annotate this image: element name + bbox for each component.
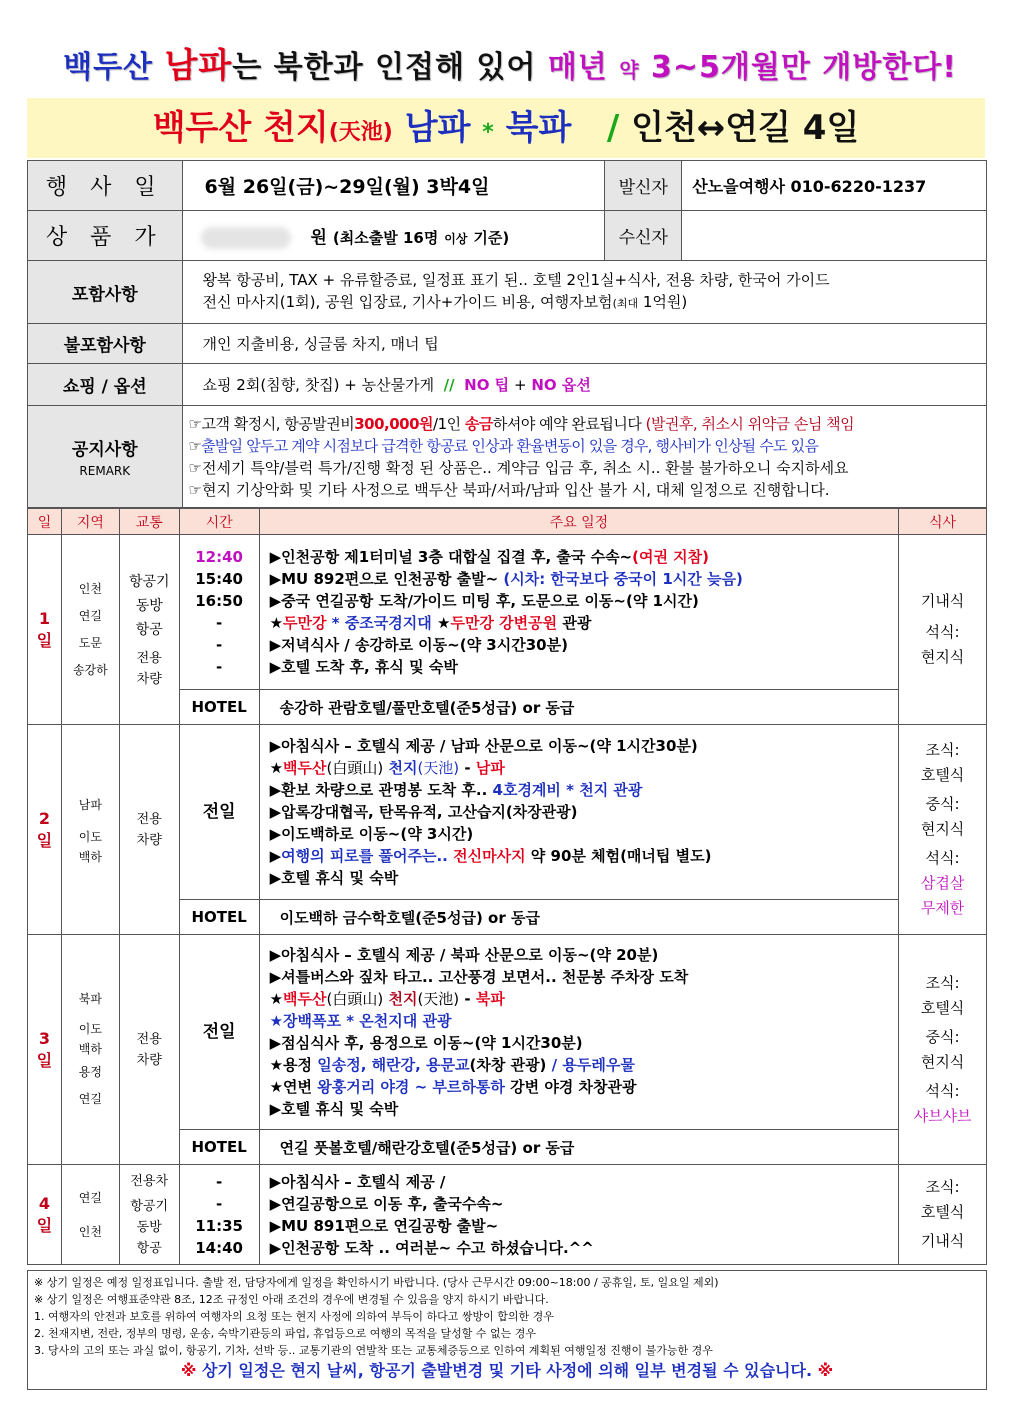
receiver-label: 수신자 xyxy=(605,211,682,261)
footer-mark: ※ xyxy=(180,1361,197,1380)
meal: 기내식 xyxy=(920,592,965,610)
time: - xyxy=(216,636,223,654)
time: 15:40 xyxy=(195,570,243,588)
notice-title: 공지사항 xyxy=(71,440,138,460)
transport: 전용차 xyxy=(130,1173,169,1189)
itin-text: (天池) xyxy=(417,990,460,1008)
day-unit: 일 xyxy=(36,630,53,650)
shopping-label: 쇼핑 / 옵션 xyxy=(28,364,183,406)
meal-cell xyxy=(899,725,987,935)
meal: 석식: xyxy=(925,1081,960,1100)
title-part: (天池) xyxy=(328,120,393,145)
hotel-name: 이도백하 금수학호텔(준5성급) or 동급 xyxy=(259,900,899,935)
title-part: * xyxy=(482,120,494,145)
schedule-table xyxy=(27,508,987,1265)
header-time: 시간 xyxy=(179,509,259,535)
itinerary-line: ▶인천공항 도착 .. 여러분~ 수고 하셨습니다.^^ xyxy=(269,1238,594,1257)
time-cell: 전일 xyxy=(179,725,259,900)
date-label: 행 사 일 xyxy=(28,161,183,211)
itinerary-line: ▶호텔 휴식 및 숙박 xyxy=(269,869,399,887)
itin-text: 일송정, 해란강, 용문교 xyxy=(317,1056,470,1074)
include-text: 전신 마사지(1회), 공원 입장료, 기사+가이드 비용, 여행자보험 xyxy=(202,293,613,311)
transport: 동방 xyxy=(136,1219,162,1235)
meal: 현지식 xyxy=(920,648,965,666)
itin-text: ★ xyxy=(269,614,284,632)
transport: 동방 xyxy=(135,597,163,614)
itinerary-line: ★장백폭포 * 온천지대 관광 xyxy=(269,1012,452,1030)
region: 이도 xyxy=(78,830,102,844)
title-part: 인천↔연길 4일 xyxy=(631,108,860,148)
itin-text: ▶MU 892편으로 인천공항 출발~ xyxy=(269,570,499,588)
transport: 차량 xyxy=(136,832,162,848)
meal: 현지식 xyxy=(920,820,965,838)
notice-label xyxy=(28,406,183,508)
itinerary-cell xyxy=(259,535,899,690)
region-cell xyxy=(61,535,119,725)
time: - xyxy=(216,1194,223,1213)
itin-text: ▶환보 차량으로 관명봉 도착 후.. xyxy=(269,781,488,799)
day-unit: 일 xyxy=(36,1050,53,1070)
transport-cell xyxy=(119,725,179,935)
footer-line: ※ 상기 일정은 여행표준약관 8조, 12조 규정인 아래 조건의 경우에 변경될 수 있음을 양지 하시기 바랍니다. xyxy=(34,1293,549,1306)
notice-text: ☞고객 확정시, 항공발권비 xyxy=(188,414,355,433)
shopping-value xyxy=(182,364,986,406)
transport: 차량 xyxy=(136,671,162,687)
itinerary-cell xyxy=(259,1165,899,1265)
day-digit: 3 xyxy=(38,1028,51,1048)
day-number xyxy=(28,725,62,935)
notice-subtitle: REMARK xyxy=(79,464,131,478)
itinerary-line: ▶MU 891편으로 연길공항 출발~ xyxy=(269,1216,499,1235)
headline-part: 약 xyxy=(619,58,640,82)
headline-part: 남파 xyxy=(164,46,233,86)
meal: 샤브샤브 xyxy=(913,1106,972,1125)
itin-text: 북파 xyxy=(475,990,505,1008)
itinerary-line xyxy=(270,568,889,590)
include-text: 1억원) xyxy=(642,293,688,311)
itin-text: 여행의 피로를 풀어주는.. xyxy=(281,847,448,865)
transport: 항공기 xyxy=(128,573,170,590)
meal: 조식: xyxy=(925,741,960,759)
itin-text: (天池) xyxy=(417,759,460,777)
footer-warning-text: 상기 일정은 현지 날씨, 항공기 출발변경 및 기타 사정에 의해 일부 변경될 수 있습니다. xyxy=(201,1361,813,1380)
itin-text: - xyxy=(464,759,471,777)
meal-cell xyxy=(899,1165,987,1265)
meal: 호텔식 xyxy=(920,766,965,784)
price-note: 기준) xyxy=(473,228,510,247)
price-label: 상 품 가 xyxy=(28,211,183,261)
itinerary-line: ▶셔틀버스와 짚차 타고.. 고산풍경 보면서.. 천문봉 주차장 도착 xyxy=(269,968,689,986)
sender-value: 산노을여행사 010-6220-1237 xyxy=(682,161,987,211)
region: 연길 xyxy=(78,608,102,623)
title-part: / xyxy=(606,108,620,148)
region: 연길 xyxy=(78,1092,102,1106)
notice-text: 하셔야 예약 완료됩니다 xyxy=(492,414,642,433)
itin-text: ▶ xyxy=(269,847,282,865)
itinerary-line: ▶아침식사 – 호텔식 제공 / 남파 산문으로 이동~(약 1시간30분) xyxy=(269,737,698,755)
itinerary-line xyxy=(270,779,889,801)
shopping-text: 쇼핑 2회(침향, 찻집) + 농산물가게 xyxy=(202,376,435,394)
notice-line: ☞전세기 특약/블럭 특가/진행 확정 된 상품은.. 계약금 입금 후, 취소 시.. 환불 불가하오니 숙지하세요 xyxy=(188,458,849,477)
itinerary-line xyxy=(270,1054,889,1076)
time: 16:50 xyxy=(195,592,243,610)
day-digit: 1 xyxy=(38,608,51,628)
itinerary-line: ▶호텔 휴식 및 숙박 xyxy=(269,1100,399,1118)
transport: 전용 xyxy=(136,650,162,666)
itinerary-line xyxy=(270,757,889,779)
meal: 조식: xyxy=(925,1178,960,1196)
itin-text: ★ xyxy=(269,990,284,1008)
region-cell xyxy=(61,725,119,935)
time: 12:40 xyxy=(195,548,243,566)
itin-text: (白頭山) xyxy=(326,759,384,777)
footer-line: 2. 천재지변, 전란, 정부의 명령, 운송, 숙박기관등의 파업, 휴업등으로 여행의 목적을 달성할 수 없는 경우 xyxy=(34,1327,536,1340)
hotel-label: HOTEL xyxy=(179,900,259,935)
itin-text: ★ xyxy=(269,759,284,777)
notice-text: 송금 xyxy=(464,414,493,433)
notice-line xyxy=(189,413,984,435)
day-digit: 4 xyxy=(38,1193,51,1213)
itinerary-line xyxy=(270,546,889,568)
notice-text: 출발일 앞두고 계약 시점보다 급격한 항공료 인상과 환율변동이 있을 경우, 행사비가 인상될 수도 있음 xyxy=(201,436,819,455)
region: 용정 xyxy=(78,1065,102,1079)
receiver-value xyxy=(682,211,987,261)
itinerary-line xyxy=(270,988,889,1010)
meal: 중식: xyxy=(925,795,960,813)
shopping-text: NO 팁 xyxy=(464,376,510,394)
notice-line: ☞현지 기상악화 및 기타 사정으로 백두산 북파/서파/남파 입산 불가 시, 대체 일정으로 진행합니다. xyxy=(188,480,830,499)
price-note: 이상 xyxy=(444,231,468,246)
region: 인천 xyxy=(78,1224,102,1239)
region: 북파 xyxy=(78,992,102,1006)
title-part: 북파 xyxy=(505,108,572,148)
price-note: (최소출발 16명 xyxy=(332,228,439,247)
shopping-text: + xyxy=(513,376,527,394)
headline-part: 는 북한과 인접해 있어 xyxy=(232,50,537,85)
notice-text: ☞ xyxy=(188,436,202,455)
hotel-label: HOTEL xyxy=(179,690,259,725)
headline xyxy=(0,38,1020,87)
notice-text: (발권후, 취소시 위약금 손님 책임 xyxy=(645,414,855,433)
transport: 전용 xyxy=(136,811,162,827)
time: - xyxy=(216,1172,223,1191)
time: 11:35 xyxy=(195,1216,243,1235)
hotel-label: HOTEL xyxy=(179,1130,259,1165)
day-number xyxy=(28,535,62,725)
itin-text: 두만강 xyxy=(283,614,327,632)
itin-text: (여권 지참) xyxy=(632,548,710,566)
info-table xyxy=(27,160,987,508)
hotel-name: 송강하 관람호텔/풀만호텔(준5성급) or 동급 xyxy=(259,690,899,725)
itin-text: 약 90분 체험(매너팁 별도) xyxy=(530,847,712,865)
header-region: 지역 xyxy=(61,509,119,535)
meal: 삼겹살 xyxy=(920,874,965,892)
itinerary-cell xyxy=(259,935,899,1130)
footer-line: ※ 상기 일정은 예정 일정표입니다. 출발 전, 담당자에게 일정을 확인하시기 바랍니다. (당사 근무시간 09:00~18:00 / 공휴일, 토, 일요일 제외) xyxy=(34,1276,719,1289)
itin-text: 강변 야경 차창관광 xyxy=(510,1078,637,1096)
header-meal: 식사 xyxy=(899,509,987,535)
transport: 전용 xyxy=(136,1031,162,1047)
itin-text: - xyxy=(464,990,471,1008)
meal: 호텔식 xyxy=(920,1203,965,1221)
footer-line: 3. 당사의 고의 또는 과실 없이, 항공기, 기차, 선박 등.. 교통기관의 연발착 또는 교통체증등으로 인하여 계획된 여행일정 진행이 불가능한 경우 xyxy=(34,1344,713,1357)
time: - xyxy=(216,614,223,632)
itin-text: ★용정 xyxy=(269,1056,313,1074)
title-part: 남파 xyxy=(404,108,471,148)
itin-text: 백두산 xyxy=(283,990,327,1008)
itin-text: 4호경계비 * 천지 관광 xyxy=(492,781,643,799)
title-part: 백두산 천지 xyxy=(152,108,329,148)
itinerary-line: ▶저녁식사 / 송강하로 이동~(약 3시간30분) xyxy=(269,636,568,654)
day-unit: 일 xyxy=(36,1215,53,1235)
itin-text: 관광 xyxy=(562,614,592,632)
itinerary-line: ▶압록강대협곡, 탄목유적, 고산습지(차장관광) xyxy=(269,803,578,821)
itin-text: (차창 관광) xyxy=(469,1056,547,1074)
title-bar xyxy=(27,98,985,158)
region-cell xyxy=(61,935,119,1165)
meal: 현지식 xyxy=(920,1052,965,1071)
itinerary-line: ▶중국 연길공항 도착/가이드 미팅 후, 도문으로 이동~(약 1시간) xyxy=(269,592,699,610)
footer-notes xyxy=(27,1270,987,1390)
headline-part: 매년 xyxy=(547,50,608,85)
shopping-text: // xyxy=(443,376,455,394)
itin-text: 백두산 xyxy=(283,759,327,777)
notice-text: /1인 xyxy=(433,414,461,433)
region: 인천 xyxy=(78,581,102,596)
meal: 석식: xyxy=(925,623,960,641)
meal: 호텔식 xyxy=(920,998,965,1017)
itin-text: 천지 xyxy=(388,759,418,777)
region: 남파 xyxy=(78,798,102,812)
meal-cell xyxy=(899,535,987,725)
itinerary-line xyxy=(270,1076,889,1098)
itinerary-line: ▶아침식사 – 호텔식 제공 / 북파 산문으로 이동~(약 20분) xyxy=(269,946,659,964)
exclude-label: 불포함사항 xyxy=(28,324,183,364)
date-value: 6월 26일(금)~29일(월) 3박4일 xyxy=(182,161,605,211)
itin-text: / 용두레우물 xyxy=(551,1056,635,1074)
transport-cell xyxy=(119,535,179,725)
itin-text: 전신마사지 xyxy=(453,847,526,865)
exclude-value: 개인 지출비용, 싱글룸 차지, 매너 팁 xyxy=(182,324,986,364)
day-number xyxy=(28,1165,62,1265)
itin-text: 왕훙거리 야경 ~ 부르하통하 xyxy=(317,1078,505,1096)
itin-text: * 중조국경지대 xyxy=(331,614,432,632)
time: - xyxy=(216,658,223,676)
itinerary-line: ▶아침식사 – 호텔식 제공 / xyxy=(269,1172,446,1191)
footer-line: 1. 여행자의 안전과 보호를 위하여 여행자의 요청 또는 현지 사정에 의하여 부득이 하다고 쌍방이 합의한 경우 xyxy=(34,1310,554,1323)
itin-text: ★연변 xyxy=(269,1078,313,1096)
price-redacted xyxy=(201,227,291,249)
include-text: (최대 xyxy=(612,297,639,310)
footer-mark: ※ xyxy=(817,1361,834,1380)
itinerary-line xyxy=(270,612,889,634)
itin-text: (白頭山) xyxy=(326,990,384,1008)
itin-text: (시차: 한국보다 중국이 1시간 늦음) xyxy=(503,570,743,588)
itinerary-line: ▶점심식사 후, 용정으로 이동~(약 1시간30분) xyxy=(269,1034,583,1052)
transport: 항공 xyxy=(135,621,163,638)
itin-text: 천지 xyxy=(388,990,418,1008)
shopping-text: NO 옵션 xyxy=(531,376,591,394)
itin-text: ▶인천공항 제1터미널 3층 대합실 집결 후, 출국 수속~ xyxy=(269,548,633,566)
time-cell xyxy=(179,535,259,690)
include-line xyxy=(203,291,976,315)
region: 도문 xyxy=(78,635,102,650)
itin-text: ★ xyxy=(437,614,451,632)
transport: 항공 xyxy=(136,1240,162,1256)
headline-part: 백두산 xyxy=(63,50,154,85)
time-cell: 전일 xyxy=(179,935,259,1130)
region: 백하 xyxy=(78,1042,102,1056)
region: 송강하 xyxy=(72,662,108,677)
notice-value xyxy=(182,406,986,508)
header-transport: 교통 xyxy=(119,509,179,535)
include-value xyxy=(182,261,986,324)
transport-cell xyxy=(119,935,179,1165)
itinerary-cell xyxy=(259,725,899,900)
day-unit: 일 xyxy=(36,830,53,850)
price-unit: 원 xyxy=(310,227,327,248)
time: 14:40 xyxy=(195,1238,243,1257)
notice-text: 300,000원 xyxy=(354,414,434,433)
hotel-name: 연길 풋볼호텔/해란강호텔(준5성급) or 동급 xyxy=(259,1130,899,1165)
price-value xyxy=(182,211,605,261)
region: 백하 xyxy=(78,850,102,864)
time-cell xyxy=(179,1165,259,1265)
include-label: 포함사항 xyxy=(28,261,183,324)
headline-part: 3~5개월만 개방한다! xyxy=(651,50,957,85)
sender-label: 발신자 xyxy=(605,161,682,211)
meal: 중식: xyxy=(925,1027,960,1046)
day-number xyxy=(28,935,62,1165)
region: 이도 xyxy=(78,1022,102,1036)
itin-text: 남파 xyxy=(475,759,505,777)
itinerary-line: ▶이도백하로 이동~(약 3시간) xyxy=(269,825,474,843)
meal: 석식: xyxy=(925,849,960,867)
notice-line xyxy=(189,435,984,457)
itinerary-line xyxy=(270,845,889,867)
transport: 항공기 xyxy=(130,1198,169,1214)
meal-cell xyxy=(899,935,987,1165)
meal: 무제한 xyxy=(920,899,965,917)
meal: 조식: xyxy=(925,973,960,992)
header-itinerary: 주요 일정 xyxy=(259,509,899,535)
day-digit: 2 xyxy=(38,808,51,828)
meal: 기내식 xyxy=(920,1232,965,1250)
itinerary-line: ▶호텔 도착 후, 휴식 및 숙박 xyxy=(269,658,458,676)
footer-warning xyxy=(34,1359,980,1383)
region-cell xyxy=(61,1165,119,1265)
include-line: 왕복 항공비, TAX + 유류할증료, 일정표 표기 된.. 호텔 2인1실+식사, 전용 차량, 한국어 가이드 xyxy=(202,271,830,289)
header-day: 일 xyxy=(28,509,62,535)
itinerary-line: ▶연길공항으로 이동 후, 출국수속~ xyxy=(269,1194,504,1213)
itin-text: 두만강 강변공원 xyxy=(450,614,558,632)
transport: 차량 xyxy=(136,1052,162,1068)
region: 연길 xyxy=(78,1190,102,1205)
transport-cell xyxy=(119,1165,179,1265)
